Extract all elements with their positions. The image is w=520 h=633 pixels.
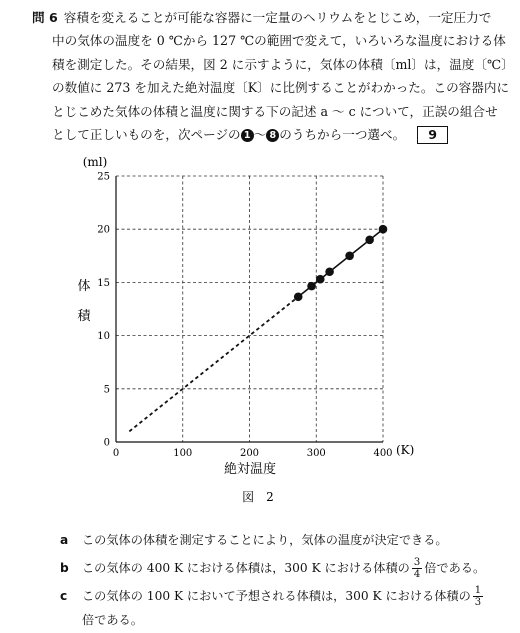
question-number: 問 6 — [32, 10, 58, 25]
volume-temperature-chart — [0, 150, 520, 530]
statement-b: b この気体の 400 K における体積は，300 K における体積の $\frac{3}{4}$ 倍である。 — [60, 557, 486, 580]
question-line-6: として正しいものを，次ページの 1 ～ 8 のうちから一つ選べ。 9 — [32, 123, 492, 146]
statement-label: c — [60, 589, 68, 603]
question-text — [32, 6, 514, 146]
statement-text: この気体の体積を測定することにより，気体の温度が決定できる。 — [82, 533, 448, 547]
x-tick-label: 200 — [239, 448, 260, 459]
data-point — [345, 252, 354, 261]
y-tick-label: 15 — [97, 277, 110, 289]
statements — [60, 528, 500, 632]
answer-box: 9 — [417, 126, 448, 144]
question-line-4: の数値に 273 を加えた絶対温度〔K〕に比例することがわかった。この容器内に — [52, 80, 510, 96]
option-first-marker: 1 — [241, 129, 254, 142]
statement-a — [60, 528, 500, 552]
data-point — [365, 236, 374, 245]
y-tick-label: 0 — [103, 437, 110, 449]
statement-label: b — [60, 561, 69, 575]
question-line-1: 問 6 容積を変えることが可能な容器に一定量のヘリウムをとじこめ，一定圧力で — [32, 10, 492, 25]
data-point — [294, 292, 303, 301]
x-tick-label: 100 — [173, 448, 193, 459]
fraction: $\frac{1}{3}$ — [474, 585, 482, 608]
question-line-3: 積を測定した。その結果，図 2 に示すように，気体の体積〔ml〕は，温度〔℃〕 — [52, 56, 514, 72]
x-tick-label: 400 — [373, 448, 393, 459]
y-axis-label-char-1: 体 — [77, 279, 91, 294]
fraction: $\frac{3}{4}$ — [413, 557, 421, 580]
y-axis-label-char-2: 積 — [77, 309, 91, 324]
x-axis-label: 絶対温度 — [223, 462, 277, 477]
chart-lines — [129, 229, 383, 431]
y-tick-label: 25 — [97, 171, 110, 183]
data-point — [379, 225, 388, 234]
question-line-5: とじこめた気体の体積と温度に関する下の記述 a ～ c について，正誤の組合せ — [52, 103, 498, 119]
option-last-marker: 8 — [266, 129, 279, 142]
extrapolated-line — [129, 297, 298, 432]
x-tick-label: 300 — [306, 448, 326, 459]
x-unit-label: (K) — [396, 443, 415, 457]
data-point — [316, 275, 325, 284]
data-point — [325, 267, 334, 276]
y-unit-label: (ml) — [82, 155, 108, 169]
x-tick-label: 0 — [112, 448, 120, 459]
statement-c: c この気体の 100 K において予想される体積は，300 K における体積の $\frac{1}{3}$ 倍である。 — [60, 585, 482, 627]
chart-grid — [116, 176, 383, 442]
y-tick-label: 20 — [97, 224, 110, 236]
figure-caption: 図 2 — [242, 490, 274, 504]
chart-ticks — [97, 172, 392, 460]
y-tick-label: 10 — [97, 331, 110, 343]
statement-label: a — [60, 533, 69, 547]
y-tick-label: 5 — [103, 384, 110, 396]
data-point — [307, 282, 316, 291]
question-line-2: 中の気体の温度を 0 ℃から 127 ℃の範囲で変えて，いろいろな温度における体 — [52, 33, 506, 49]
